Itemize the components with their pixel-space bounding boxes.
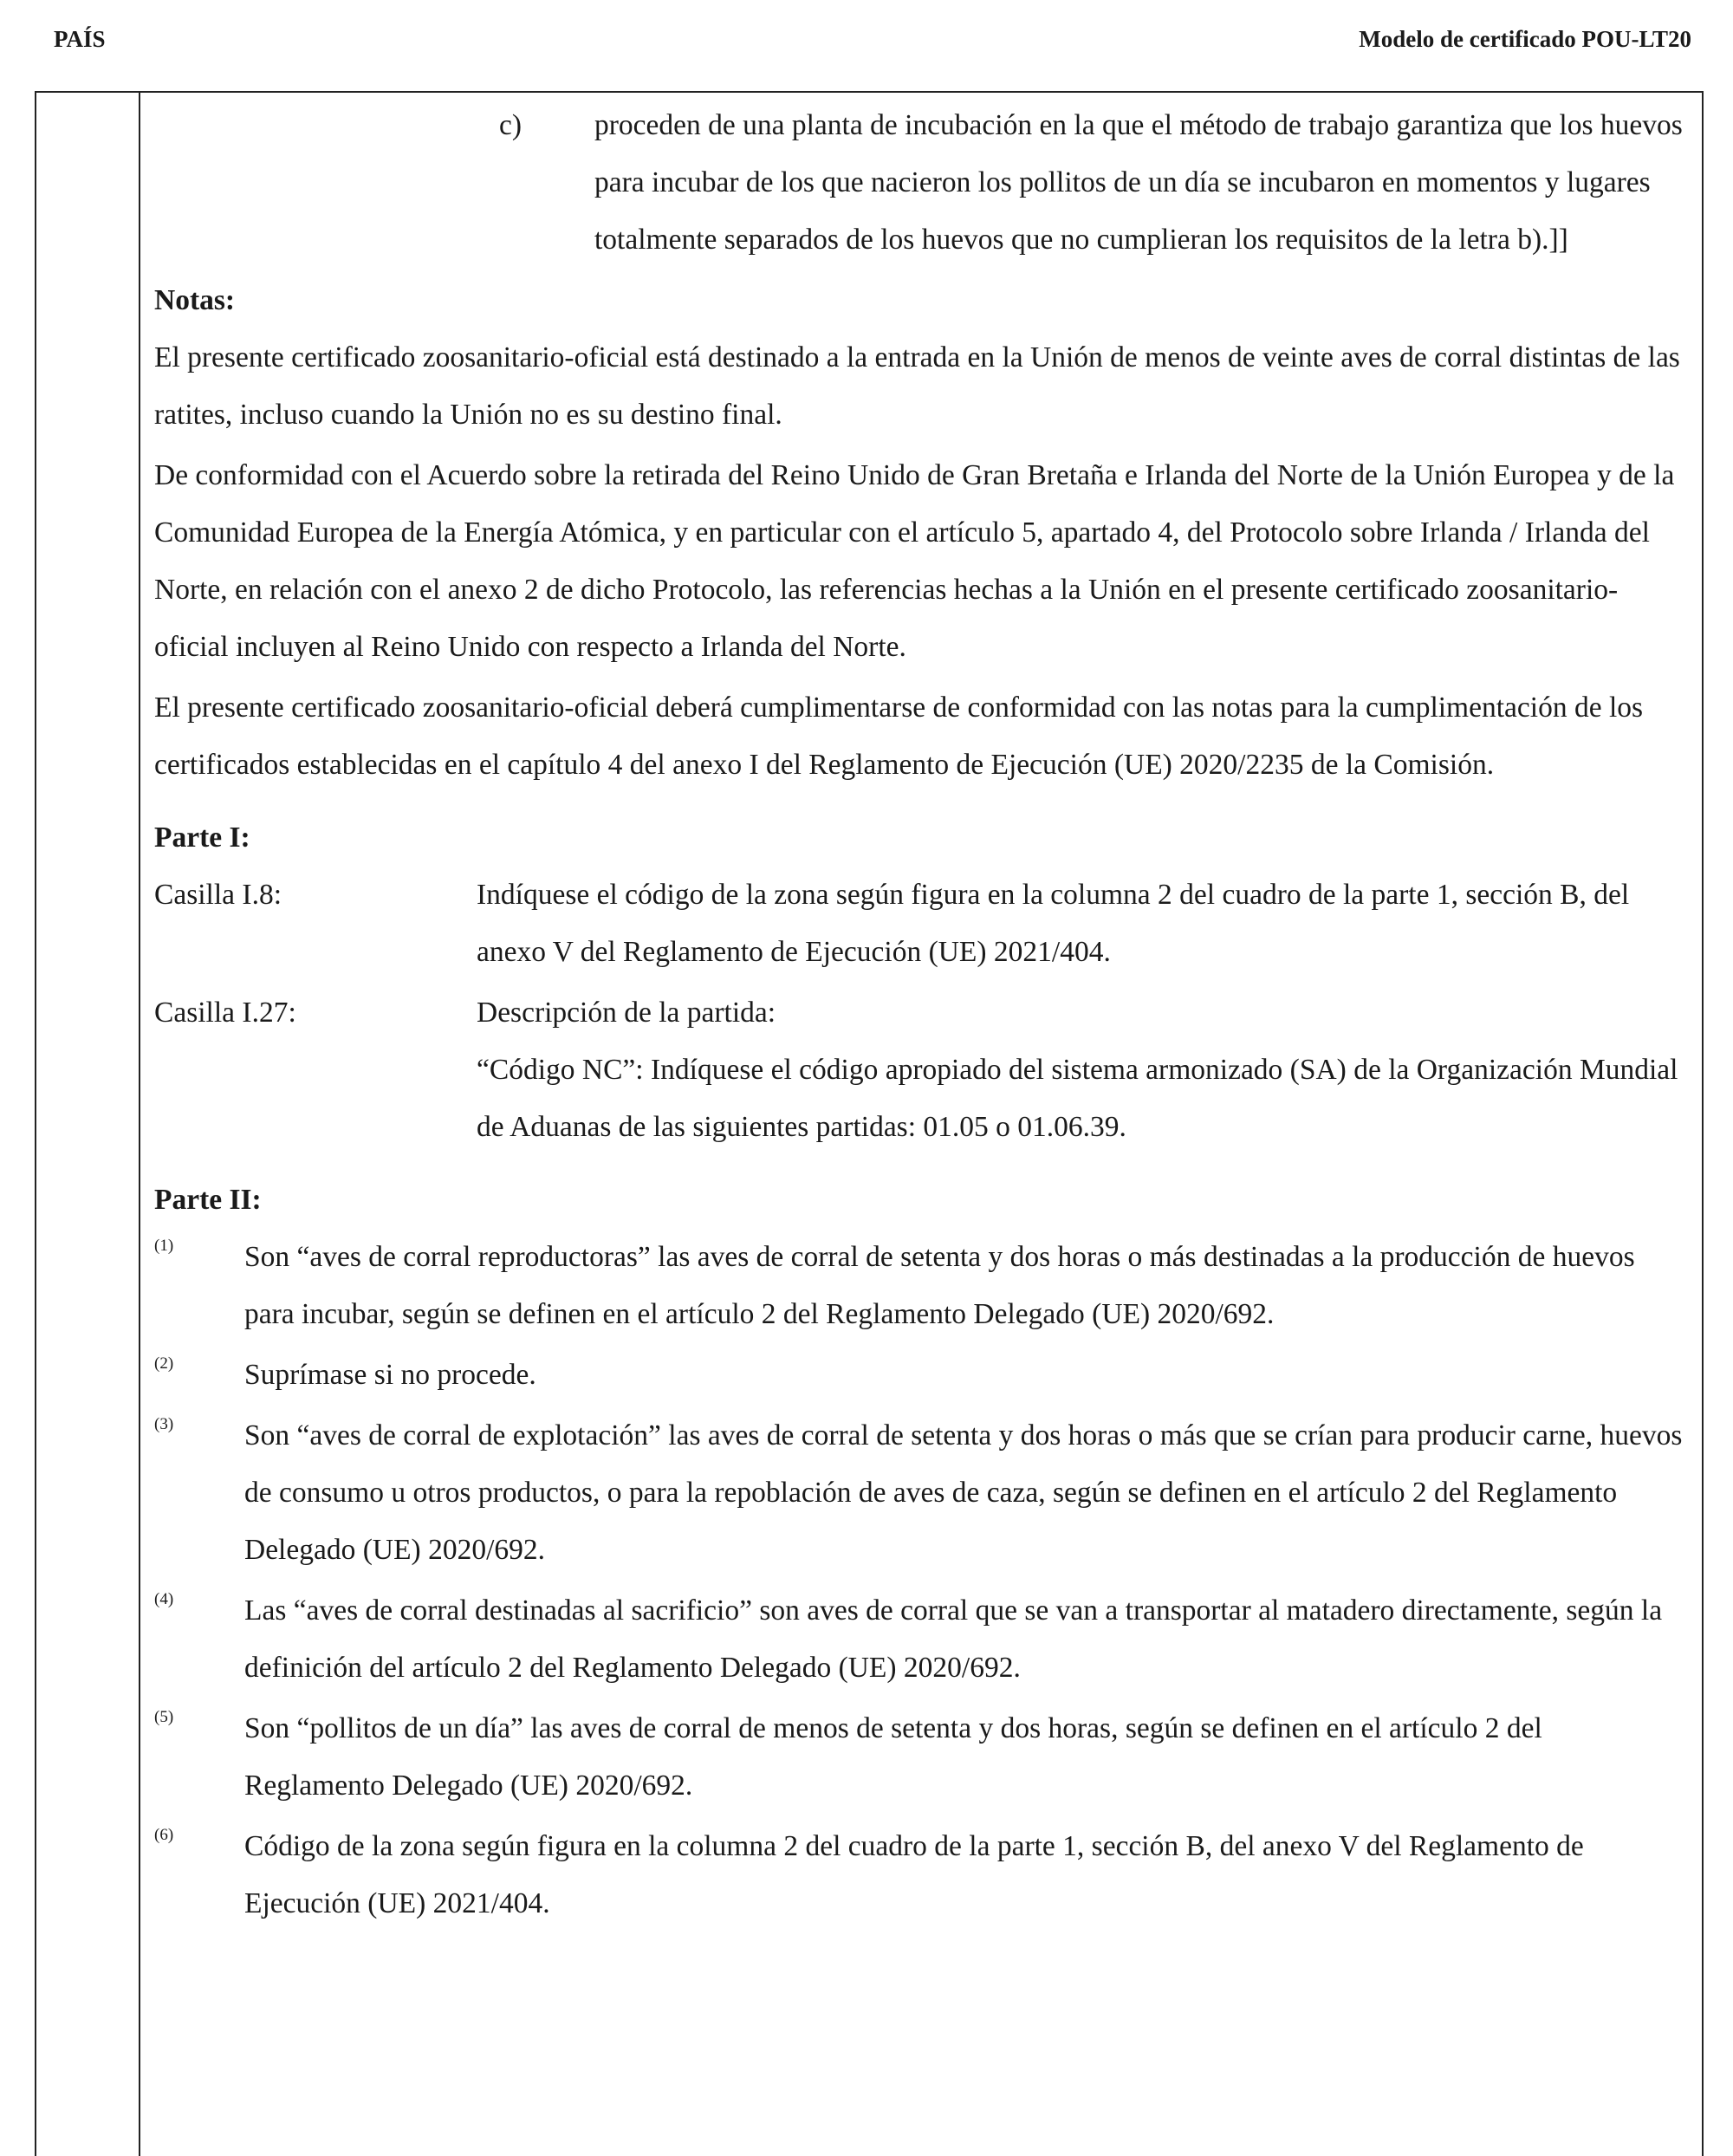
part2-heading: Parte II:	[154, 1184, 262, 1216]
clause-letter: c)	[499, 109, 522, 141]
footnote-number: (2)	[154, 1354, 174, 1373]
notes-paragraph: El presente certificado zoosanitario-oficial deberá cumplimentarse de conformidad con las notas para la cumplimentación de los certificados establecidas en el capítulo 4 del anexo I del Reglamento de Ejecución (UE) 2020/2235 de la Comisión.	[154, 692, 1644, 781]
footnote-text: Son “aves de corral reproductoras” las aves de corral de setenta y dos horas o más destinadas a la producción de huevos para incubar, según se definen en el artículo 2 del Reglamento Delegado (UE) 2020/692.	[244, 1241, 1635, 1330]
field-casilla-i8	[154, 867, 1688, 981]
footnote-text: Son “aves de corral de explotación” las aves de corral de setenta y dos horas o más que se crían para producir carne, huevos de consumo u otros productos, o para la repoblación de aves de caza, según se definen en el artículo 2 del Reglamento Delegado (UE) 2020/692.	[244, 1419, 1683, 1566]
header-model: Modelo de certificado POU-LT20	[1359, 26, 1691, 52]
notes-paragraph: De conformidad con el Acuerdo sobre la retirada del Reino Unido de Gran Bretaña e Irlanda del Norte de la Unión Europea y de la Comunidad Europea de la Energía Atómica, y en particular con el artículo 5, apartado 4, del Protocolo sobre Irlanda / Irlanda del Norte, en relación con el anexo 2 de dicho Protocolo, las referencias hechas a la Unión en el presente certificado zoosanitario-oficial incluyen al Reino Unido con respecto a Irlanda del Norte.	[154, 459, 1675, 663]
footnote-text: Las “aves de corral destinadas al sacrificio” son aves de corral que se van a transportar al matadero directamente, según la definición del artículo 2 del Reglamento Delegado (UE) 2020/692.	[244, 1594, 1663, 1684]
footnote-item	[154, 1582, 1688, 1697]
certificate-content	[154, 97, 1688, 1936]
field-text: Indíquese el código de la zona según figura en la columna 2 del cuadro de la parte 1, sección B, del anexo V del Reglamento de Ejecución (UE) 2021/404.	[477, 879, 1630, 968]
footnote-number: (4)	[154, 1590, 174, 1608]
frame-inner-border	[139, 91, 140, 2156]
frame-top-border	[35, 91, 1704, 93]
clause-text: proceden de una planta de incubación en la que el método de trabajo garantiza que los huevos para incubar de los que nacieron los pollitos de un día se incubaron en momentos y lugares totalmente separados de los huevos que no cumplieran los requisitos de la letra b).]]	[594, 109, 1683, 256]
field-casilla-i27	[154, 984, 1688, 1156]
footnote-number: (1)	[154, 1237, 174, 1255]
footnote-number: (6)	[154, 1826, 174, 1844]
header-country: PAÍS	[54, 26, 106, 52]
footnote-item	[154, 1229, 1688, 1343]
frame-right-border	[1702, 91, 1704, 2156]
footnote-item	[154, 1407, 1688, 1579]
footnote-text: Código de la zona según figura en la columna 2 del cuadro de la parte 1, sección B, del anexo V del Reglamento de Ejecución (UE) 2021/404.	[244, 1830, 1584, 1919]
clause-c	[154, 97, 1688, 269]
frame-left-border	[35, 91, 36, 2156]
footnote-number: (3)	[154, 1415, 174, 1433]
footnote-number: (5)	[154, 1708, 174, 1726]
footnote-item	[154, 1818, 1688, 1932]
part1-heading: Parte I:	[154, 821, 250, 854]
field-label: Casilla I.8:	[154, 879, 282, 911]
field-text: “Código NC”: Indíquese el código apropiado del sistema armonizado (SA) de la Organización Mundial de Aduanas de las siguientes partidas: 01.05 o 01.06.39.	[477, 1054, 1678, 1143]
footnote-text: Suprímase si no procede.	[244, 1359, 536, 1391]
field-text: Descripción de la partida:	[477, 997, 776, 1029]
footnote-item	[154, 1347, 1688, 1404]
field-label: Casilla I.27:	[154, 997, 296, 1029]
notes-heading: Notas:	[154, 284, 236, 316]
notes-paragraph: El presente certificado zoosanitario-oficial está destinado a la entrada en la Unión de menos de veinte aves de corral distintas de las ratites, incluso cuando la Unión no es su destino final.	[154, 341, 1680, 431]
footnote-item	[154, 1700, 1688, 1815]
footnote-text: Son “pollitos de un día” las aves de corral de menos de setenta y dos horas, según se definen en el artículo 2 del Reglamento Delegado (UE) 2020/692.	[244, 1712, 1542, 1802]
